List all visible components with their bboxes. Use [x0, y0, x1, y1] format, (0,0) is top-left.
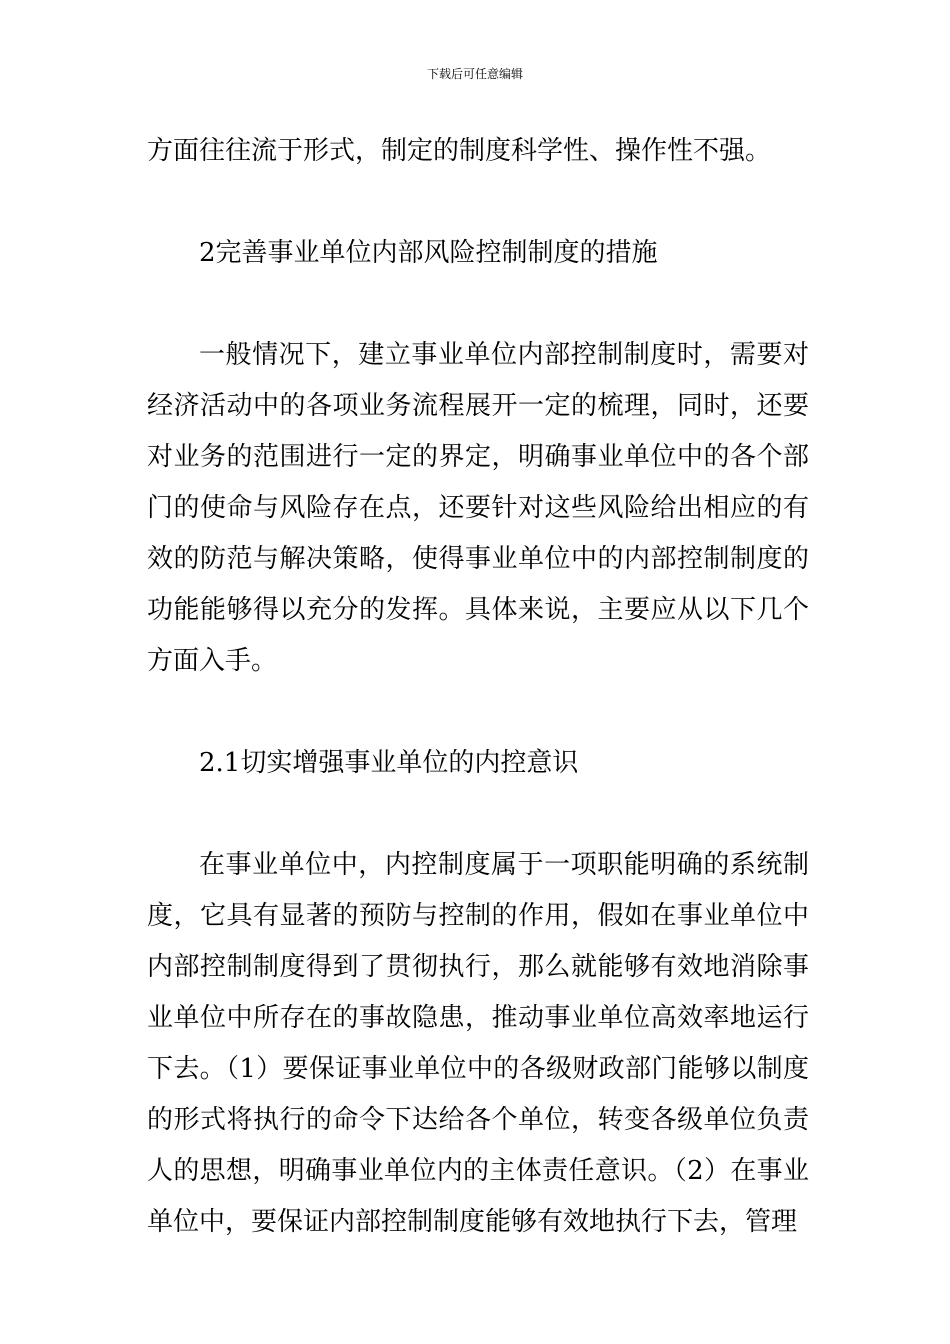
paragraph-section-2: 一般情况下，建立事业单位内部控制制度时，需要对经济活动中的各项业务流程展开一定的梳理，同时，还要对业务的范围进行一定的界定，明确事业单位中的各个部门的使命与风险存在点，还要针对这些风险给出相应的有效的防范与解决策略，使得事业单位中的内部控制制度的功能能够得以充分的发挥。具体来说，主要应从以下几个方面入手。 — [147, 340, 809, 676]
paragraph-gap — [147, 177, 809, 228]
page-header: 下载后可任意编辑 — [426, 67, 523, 81]
paragraph-section-2-1: 在事业单位中，内控制度属于一项职能明确的系统制度，它具有显著的预防与控制的作用，假如在事业单位中内部控制制度得到了贯彻执行，那么就能够有效地消除事业单位中所存在的事故隐患，推动事业单位高效率地运行下去。（1）要保证事业单位中的各级财政部门能够以制度的形式将执行的命令下达给各个单位，转变各级单位负责人的思想，明确事业单位内的主体责任意识。（2）在事业单位中，要保证内部控制制度能够有效地执行下去，管理 — [147, 850, 809, 1237]
paragraph-gap — [147, 687, 809, 738]
section-heading-2-1: 2.1切实增强事业单位的内控意识 — [199, 748, 579, 778]
paragraph-continuation: 方面往往流于形式，制定的制度科学性、操作性不强。 — [147, 136, 772, 166]
paragraph-gap — [147, 279, 809, 330]
paragraph-gap — [147, 789, 809, 840]
section-heading-2: 2完善事业单位内部风险控制制度的措施 — [199, 238, 658, 268]
document-body — [147, 126, 809, 1248]
